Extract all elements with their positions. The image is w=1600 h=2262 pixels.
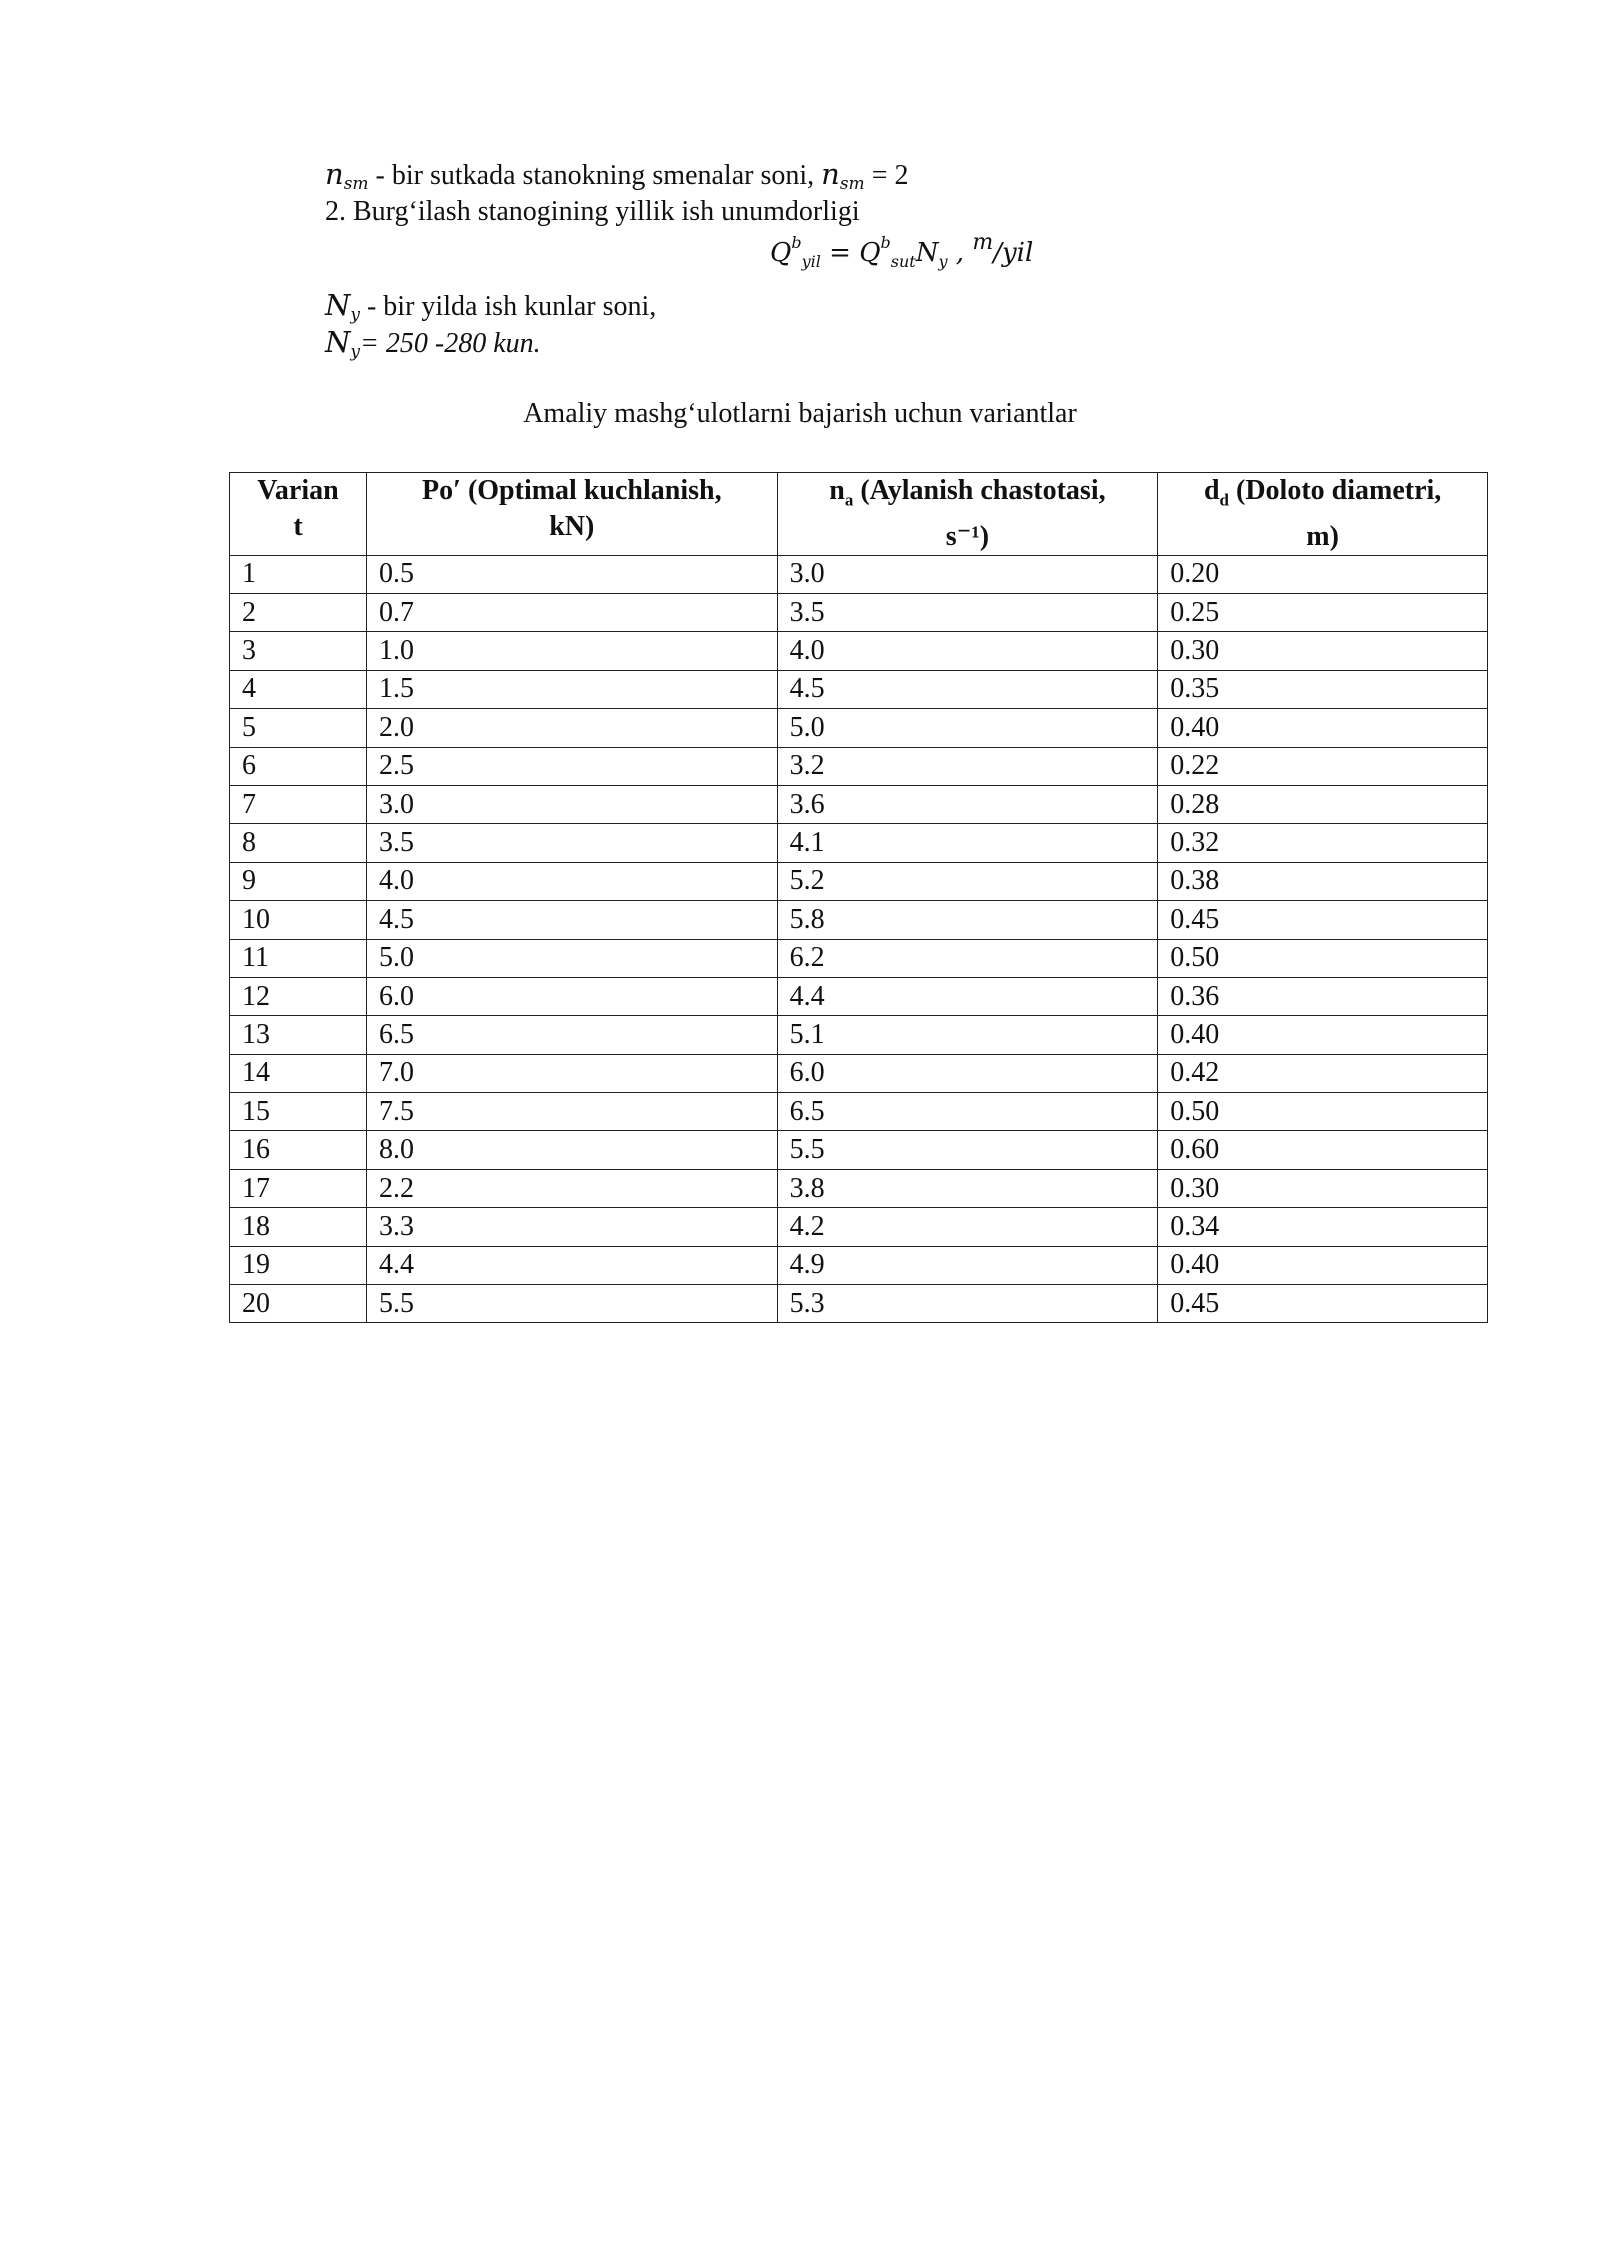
header-rotation-line2: s⁻¹) [945, 520, 990, 552]
table-row [230, 1016, 1488, 1054]
cell-variant: 11 [230, 939, 367, 977]
formula-q-sut-sub: sut [890, 252, 916, 271]
cell-rotation-frequency: 3.0 [777, 555, 1158, 593]
cell-bit-diameter: 0.30 [1158, 1169, 1488, 1207]
cell-bit-diameter: 0.45 [1158, 901, 1488, 939]
cell-bit-diameter: 0.20 [1158, 555, 1488, 593]
cell-bit-diameter: 0.28 [1158, 785, 1488, 823]
cell-rotation-frequency: 6.0 [777, 1054, 1158, 1092]
table-caption: Amaliy mashg‘ulotlarni bajarish uchun variantlar [523, 398, 1077, 429]
cell-variant: 13 [230, 1016, 367, 1054]
cell-bit-diameter: 0.30 [1158, 632, 1488, 670]
formula-n: N [915, 238, 939, 268]
table-row [230, 862, 1488, 900]
table-row [230, 901, 1488, 939]
table-row [230, 1285, 1488, 1323]
shift-count-value: = 2 [864, 160, 909, 191]
table-row [230, 939, 1488, 977]
cell-optimal-load: 6.0 [366, 977, 777, 1015]
cell-variant: 5 [230, 709, 367, 747]
N-subscript: y [350, 305, 360, 325]
cell-variant: 3 [230, 632, 367, 670]
header-variant-line1: Varian [257, 475, 339, 506]
cell-optimal-load: 2.0 [366, 709, 777, 747]
cell-optimal-load: 1.5 [366, 670, 777, 708]
cell-optimal-load: 3.3 [366, 1208, 777, 1246]
cell-optimal-load: 4.0 [366, 862, 777, 900]
cell-rotation-frequency: 5.3 [777, 1285, 1158, 1323]
N-symbol-2: N [325, 325, 351, 359]
cell-variant: 1 [230, 555, 367, 593]
header-diameter-line2: m) [1306, 520, 1339, 552]
cell-optimal-load: 3.5 [366, 824, 777, 862]
header-optimal-load [366, 473, 777, 556]
table-row [230, 555, 1488, 593]
working-days-range-line [325, 325, 541, 369]
cell-variant: 7 [230, 785, 367, 823]
cell-bit-diameter: 0.60 [1158, 1131, 1488, 1169]
cell-rotation-frequency: 4.9 [777, 1246, 1158, 1284]
cell-variant: 19 [230, 1246, 367, 1284]
annual-productivity-heading: 2. Burg‘ilash stanogining yillik ish unumdorligi [325, 196, 860, 227]
table-row [230, 1131, 1488, 1169]
cell-rotation-frequency: 5.0 [777, 709, 1158, 747]
table-row [230, 1093, 1488, 1131]
cell-variant: 9 [230, 862, 367, 900]
header-variant [230, 473, 367, 556]
header-optimal-load-line2: kN) [549, 511, 595, 542]
n-symbol-2: n [821, 157, 840, 191]
working-days-description: - bir yilda ish kunlar soni, [359, 291, 657, 322]
cell-variant: 10 [230, 901, 367, 939]
cell-optimal-load: 6.5 [366, 1016, 777, 1054]
table-row [230, 632, 1488, 670]
formula-comma: , [947, 238, 965, 268]
cell-optimal-load: 2.2 [366, 1169, 777, 1207]
formula-q-yil: Q [770, 238, 792, 268]
cell-rotation-frequency: 4.5 [777, 670, 1158, 708]
table-row [230, 670, 1488, 708]
cell-rotation-frequency: 5.2 [777, 862, 1158, 900]
cell-bit-diameter: 0.45 [1158, 1285, 1488, 1323]
table-row [230, 977, 1488, 1015]
formula-q-yil-sub: yil [801, 252, 821, 271]
cell-optimal-load: 3.0 [366, 785, 777, 823]
cell-rotation-frequency: 3.8 [777, 1169, 1158, 1207]
cell-bit-diameter: 0.32 [1158, 824, 1488, 862]
formula-q-sut: Q [859, 238, 881, 268]
shift-count-description: - bir sutkada stanokning smenalar soni, [368, 160, 822, 191]
cell-variant: 4 [230, 670, 367, 708]
cell-variant: 6 [230, 747, 367, 785]
header-rotation-subscript: a [844, 490, 854, 510]
cell-bit-diameter: 0.34 [1158, 1208, 1488, 1246]
formula-unit-slash: / [993, 238, 1002, 268]
cell-optimal-load: 5.5 [366, 1285, 777, 1323]
cell-bit-diameter: 0.40 [1158, 709, 1488, 747]
cell-bit-diameter: 0.25 [1158, 593, 1488, 631]
n-subscript-2: sm [839, 174, 865, 194]
N-symbol: N [325, 288, 351, 322]
table-row [230, 785, 1488, 823]
n-subscript: sm [343, 174, 369, 194]
cell-rotation-frequency: 5.1 [777, 1016, 1158, 1054]
cell-optimal-load: 4.5 [366, 901, 777, 939]
cell-variant: 18 [230, 1208, 367, 1246]
cell-variant: 8 [230, 824, 367, 862]
table-row [230, 1169, 1488, 1207]
cell-optimal-load: 2.5 [366, 747, 777, 785]
formula-equals: = [820, 238, 860, 268]
cell-optimal-load: 7.0 [366, 1054, 777, 1092]
formula-n-sub: y [938, 252, 948, 271]
cell-optimal-load: 1.0 [366, 632, 777, 670]
annual-productivity-formula [770, 230, 1033, 271]
table-row [230, 709, 1488, 747]
cell-optimal-load: 0.7 [366, 593, 777, 631]
cell-bit-diameter: 0.42 [1158, 1054, 1488, 1092]
cell-rotation-frequency: 4.0 [777, 632, 1158, 670]
table-row [230, 1208, 1488, 1246]
cell-variant: 14 [230, 1054, 367, 1092]
header-diameter-line1: (Doloto diametri, [1229, 475, 1442, 506]
cell-bit-diameter: 0.40 [1158, 1016, 1488, 1054]
header-rotation-symbol: n [829, 475, 845, 506]
cell-optimal-load: 0.5 [366, 555, 777, 593]
n-symbol: n [325, 157, 344, 191]
cell-bit-diameter: 0.50 [1158, 939, 1488, 977]
working-days-range: = 250 -280 kun. [359, 328, 541, 359]
cell-rotation-frequency: 6.2 [777, 939, 1158, 977]
cell-variant: 20 [230, 1285, 367, 1323]
header-rotation-line1: (Aylanish chastotasi, [853, 475, 1106, 506]
table-row [230, 824, 1488, 862]
cell-bit-diameter: 0.38 [1158, 862, 1488, 900]
N-subscript-2: y [350, 342, 360, 362]
cell-bit-diameter: 0.50 [1158, 1093, 1488, 1131]
cell-bit-diameter: 0.40 [1158, 1246, 1488, 1284]
cell-optimal-load: 5.0 [366, 939, 777, 977]
table-row [230, 593, 1488, 631]
cell-rotation-frequency: 3.6 [777, 785, 1158, 823]
table-body [230, 555, 1488, 1323]
formula-q-sut-sup: b [880, 233, 891, 252]
formula-unit-yil: yil [1001, 238, 1034, 268]
cell-bit-diameter: 0.36 [1158, 977, 1488, 1015]
cell-variant: 16 [230, 1131, 367, 1169]
header-diameter-subscript: d [1219, 490, 1229, 510]
variants-table [229, 472, 1488, 1323]
table-row [230, 1054, 1488, 1092]
cell-bit-diameter: 0.35 [1158, 670, 1488, 708]
cell-rotation-frequency: 4.2 [777, 1208, 1158, 1246]
formula-unit-m: m [972, 230, 994, 255]
cell-variant: 2 [230, 593, 367, 631]
table-row [230, 747, 1488, 785]
cell-rotation-frequency: 4.4 [777, 977, 1158, 1015]
cell-variant: 12 [230, 977, 367, 1015]
cell-rotation-frequency: 5.5 [777, 1131, 1158, 1169]
cell-bit-diameter: 0.22 [1158, 747, 1488, 785]
header-variant-line2: t [293, 511, 303, 542]
table-header-row [230, 473, 1488, 556]
cell-variant: 17 [230, 1169, 367, 1207]
cell-optimal-load: 4.4 [366, 1246, 777, 1284]
cell-rotation-frequency: 5.8 [777, 901, 1158, 939]
table-row [230, 1246, 1488, 1284]
cell-rotation-frequency: 4.1 [777, 824, 1158, 862]
header-rotation-frequency [777, 473, 1158, 556]
header-bit-diameter [1158, 473, 1488, 556]
header-optimal-load-line1: Po′ (Optimal kuchlanish, [421, 475, 722, 506]
cell-rotation-frequency: 3.2 [777, 747, 1158, 785]
cell-rotation-frequency: 6.5 [777, 1093, 1158, 1131]
cell-variant: 15 [230, 1093, 367, 1131]
formula-q-yil-sup: b [791, 233, 802, 252]
header-diameter-symbol: d [1203, 475, 1220, 506]
cell-rotation-frequency: 3.5 [777, 593, 1158, 631]
cell-optimal-load: 8.0 [366, 1131, 777, 1169]
cell-optimal-load: 7.5 [366, 1093, 777, 1131]
